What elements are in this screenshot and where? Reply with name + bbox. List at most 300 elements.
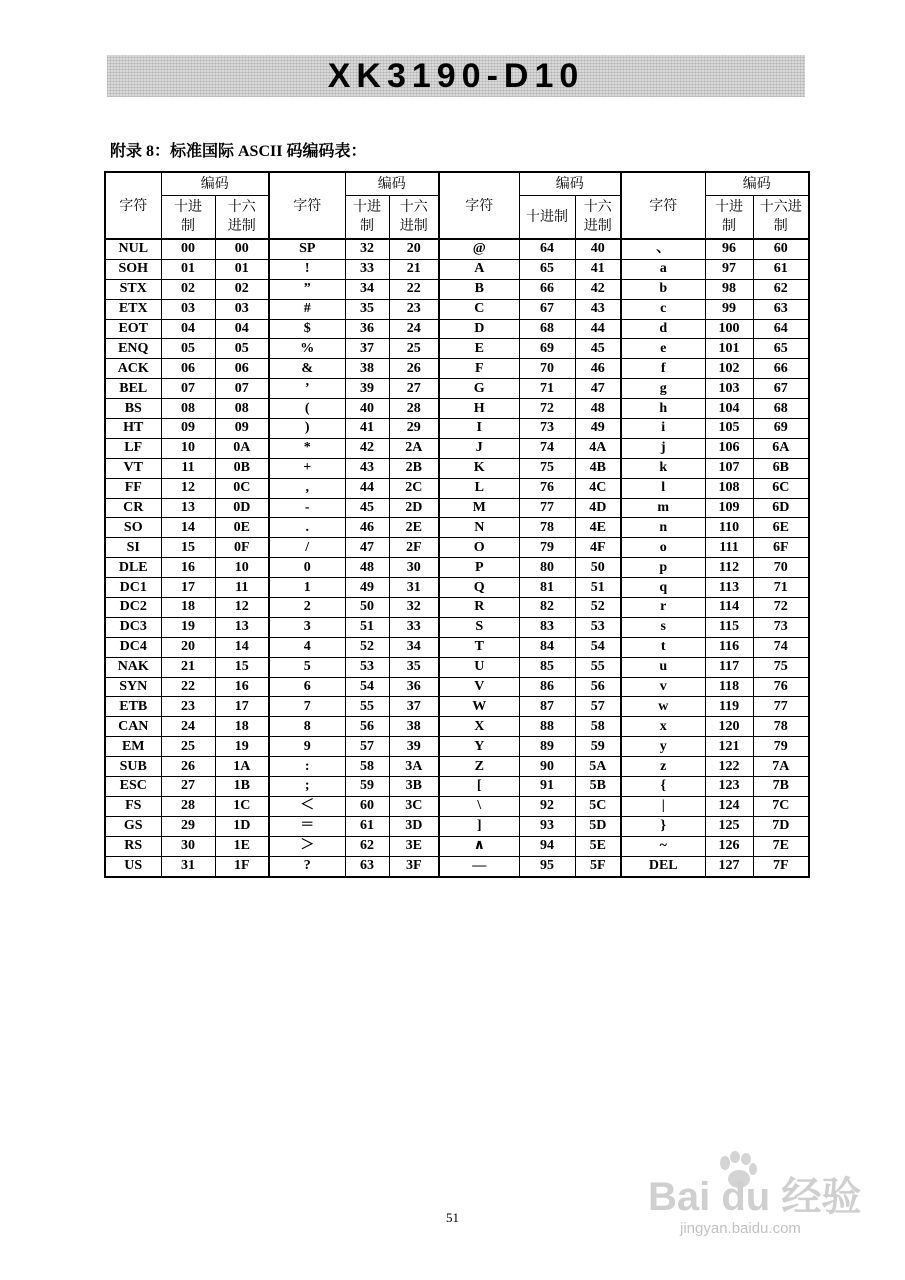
cell-hex-2: 2F [389,538,439,558]
cell-char-3: F [439,359,519,379]
cell-hex-1: 00 [215,239,269,259]
cell-dec-2: 55 [345,697,389,717]
cell-hex-1: 07 [215,379,269,399]
cell-hex-3: 5D [575,816,621,836]
cell-dec-3: 83 [519,617,575,637]
cell-hex-2: 3B [389,777,439,797]
cell-dec-4: 114 [705,598,753,618]
cell-dec-3: 70 [519,359,575,379]
table-row [105,478,809,498]
cell-char-1: FF [105,478,161,498]
table-row [105,777,809,797]
table-row [105,339,809,359]
cell-hex-3: 46 [575,359,621,379]
cell-hex-1: 12 [215,598,269,618]
cell-hex-1: 15 [215,657,269,677]
header-code-1: 编码 [161,172,269,196]
title-band [107,55,805,97]
cell-dec-3: 76 [519,478,575,498]
cell-dec-1: 28 [161,796,215,816]
cell-char-3: E [439,339,519,359]
cell-hex-2: 3A [389,757,439,777]
cell-hex-3: 53 [575,617,621,637]
cell-hex-2: 23 [389,299,439,319]
cell-dec-1: 15 [161,538,215,558]
cell-hex-3: 52 [575,598,621,618]
cell-hex-4: 66 [753,359,809,379]
cell-dec-3: 77 [519,498,575,518]
cell-char-3: N [439,518,519,538]
cell-hex-2: 3E [389,836,439,856]
cell-dec-3: 91 [519,777,575,797]
cell-dec-1: 27 [161,777,215,797]
cell-char-4: x [621,717,705,737]
cell-char-1: HT [105,419,161,439]
cell-dec-4: 106 [705,438,753,458]
cell-dec-2: 41 [345,419,389,439]
cell-dec-3: 84 [519,637,575,657]
cell-hex-3: 44 [575,319,621,339]
cell-hex-2: 29 [389,419,439,439]
cell-dec-3: 85 [519,657,575,677]
cell-char-3: P [439,558,519,578]
cell-char-1: GS [105,816,161,836]
cell-dec-4: 104 [705,399,753,419]
cell-dec-2: 42 [345,438,389,458]
cell-char-1: SYN [105,677,161,697]
cell-char-2: * [269,438,345,458]
cell-dec-1: 26 [161,757,215,777]
cell-hex-2: 2B [389,458,439,478]
cell-char-1: DC4 [105,637,161,657]
cell-dec-2: 38 [345,359,389,379]
cell-hex-1: 06 [215,359,269,379]
cell-hex-2: 32 [389,598,439,618]
cell-char-2: ? [269,856,345,876]
cell-hex-1: 1F [215,856,269,876]
table-row [105,359,809,379]
cell-hex-4: 68 [753,399,809,419]
cell-char-3: ∧ [439,836,519,856]
cell-dec-4: 120 [705,717,753,737]
cell-char-2: ” [269,279,345,299]
cell-hex-4: 7E [753,836,809,856]
cell-hex-3: 41 [575,259,621,279]
table-row [105,538,809,558]
cell-dec-1: 23 [161,697,215,717]
header-hex-1: 十六 进制 [215,196,269,240]
cell-dec-3: 90 [519,757,575,777]
cell-dec-2: 61 [345,816,389,836]
cell-char-2: 4 [269,637,345,657]
cell-char-2: ! [269,259,345,279]
cell-dec-2: 39 [345,379,389,399]
cell-char-2: 1 [269,578,345,598]
cell-hex-4: 7C [753,796,809,816]
cell-char-3: W [439,697,519,717]
cell-dec-4: 97 [705,259,753,279]
cell-char-2: % [269,339,345,359]
cell-dec-1: 21 [161,657,215,677]
cell-dec-1: 25 [161,737,215,757]
table-row [105,438,809,458]
ascii-table-body [105,239,809,877]
table-row [105,259,809,279]
cell-char-3: A [439,259,519,279]
table-row [105,458,809,478]
cell-dec-1: 13 [161,498,215,518]
cell-dec-2: 37 [345,339,389,359]
header-hex-2: 十六 进制 [389,196,439,240]
cell-char-2: ＜ [269,796,345,816]
cell-char-3: J [439,438,519,458]
cell-hex-1: 1B [215,777,269,797]
table-row [105,379,809,399]
cell-char-3: T [439,637,519,657]
cell-char-1: DC3 [105,617,161,637]
cell-hex-2: 39 [389,737,439,757]
cell-dec-1: 17 [161,578,215,598]
cell-dec-3: 74 [519,438,575,458]
cell-hex-1: 11 [215,578,269,598]
cell-char-3: C [439,299,519,319]
cell-hex-1: 02 [215,279,269,299]
cell-hex-2: 3D [389,816,439,836]
cell-char-1: CR [105,498,161,518]
cell-char-4: d [621,319,705,339]
cell-char-1: SOH [105,259,161,279]
cell-char-3: [ [439,777,519,797]
cell-hex-1: 03 [215,299,269,319]
cell-hex-1: 0D [215,498,269,518]
cell-hex-2: 2E [389,518,439,538]
cell-dec-2: 63 [345,856,389,876]
header-char-3: 字符 [439,172,519,239]
cell-dec-3: 68 [519,319,575,339]
cell-char-3: @ [439,239,519,259]
cell-dec-4: 103 [705,379,753,399]
header-dec-1: 十进 制 [161,196,215,240]
cell-hex-3: 56 [575,677,621,697]
header-dec-3: 十进制 [519,196,575,240]
cell-dec-2: 47 [345,538,389,558]
cell-hex-4: 61 [753,259,809,279]
cell-dec-2: 36 [345,319,389,339]
cell-hex-1: 1C [215,796,269,816]
cell-char-1: LF [105,438,161,458]
cell-hex-3: 47 [575,379,621,399]
cell-char-2: ; [269,777,345,797]
cell-char-4: | [621,796,705,816]
cell-char-3: O [439,538,519,558]
cell-dec-4: 123 [705,777,753,797]
cell-hex-4: 64 [753,319,809,339]
cell-char-2: 2 [269,598,345,618]
table-row [105,518,809,538]
cell-dec-1: 05 [161,339,215,359]
cell-hex-2: 25 [389,339,439,359]
cell-char-2: 5 [269,657,345,677]
cell-hex-4: 7B [753,777,809,797]
cell-char-2: . [269,518,345,538]
cell-dec-4: 124 [705,796,753,816]
cell-hex-1: 19 [215,737,269,757]
cell-hex-3: 40 [575,239,621,259]
cell-hex-3: 5C [575,796,621,816]
cell-char-4: w [621,697,705,717]
cell-char-4: m [621,498,705,518]
cell-hex-1: 17 [215,697,269,717]
header-hex-3: 十六 进制 [575,196,621,240]
cell-char-4: k [621,458,705,478]
cell-dec-4: 107 [705,458,753,478]
cell-hex-1: 14 [215,637,269,657]
ascii-table [104,171,810,878]
cell-char-1: STX [105,279,161,299]
cell-hex-4: 79 [753,737,809,757]
cell-char-2: - [269,498,345,518]
cell-char-1: SUB [105,757,161,777]
cell-dec-4: 125 [705,816,753,836]
cell-hex-4: 6A [753,438,809,458]
cell-hex-3: 59 [575,737,621,757]
cell-dec-1: 04 [161,319,215,339]
cell-hex-2: 22 [389,279,439,299]
cell-dec-2: 43 [345,458,389,478]
cell-dec-4: 126 [705,836,753,856]
header-char-2: 字符 [269,172,345,239]
cell-char-1: ENQ [105,339,161,359]
cell-hex-4: 6F [753,538,809,558]
cell-hex-4: 6B [753,458,809,478]
cell-char-1: CAN [105,717,161,737]
cell-char-4: o [621,538,705,558]
cell-char-3: ] [439,816,519,836]
cell-dec-3: 88 [519,717,575,737]
cell-char-1: BEL [105,379,161,399]
cell-dec-2: 45 [345,498,389,518]
cell-dec-2: 34 [345,279,389,299]
cell-dec-1: 30 [161,836,215,856]
cell-hex-3: 5F [575,856,621,876]
cell-char-4: h [621,399,705,419]
cell-hex-1: 05 [215,339,269,359]
table-row [105,836,809,856]
cell-hex-4: 6E [753,518,809,538]
header-dec-2: 十进 制 [345,196,389,240]
cell-dec-3: 73 [519,419,575,439]
table-row [105,578,809,598]
cell-hex-4: 6D [753,498,809,518]
header-dec-4: 十进 制 [705,196,753,240]
cell-hex-3: 51 [575,578,621,598]
cell-hex-3: 48 [575,399,621,419]
cell-dec-3: 69 [519,339,575,359]
header-hex-4: 十六进制 [753,196,809,240]
cell-char-4: c [621,299,705,319]
cell-dec-3: 81 [519,578,575,598]
cell-dec-3: 93 [519,816,575,836]
cell-hex-3: 42 [575,279,621,299]
cell-hex-4: 73 [753,617,809,637]
cell-dec-2: 52 [345,637,389,657]
cell-char-1: DC2 [105,598,161,618]
table-row [105,319,809,339]
cell-char-1: EM [105,737,161,757]
cell-char-1: ESC [105,777,161,797]
cell-char-4: } [621,816,705,836]
cell-dec-2: 49 [345,578,389,598]
cell-hex-3: 4F [575,538,621,558]
cell-dec-1: 12 [161,478,215,498]
cell-hex-4: 77 [753,697,809,717]
table-row [105,757,809,777]
cell-hex-1: 0B [215,458,269,478]
watermark [640,1165,870,1265]
cell-char-3: S [439,617,519,637]
cell-char-4: s [621,617,705,637]
cell-char-1: ETB [105,697,161,717]
cell-hex-3: 43 [575,299,621,319]
cell-hex-4: 67 [753,379,809,399]
cell-dec-2: 35 [345,299,389,319]
cell-hex-4: 70 [753,558,809,578]
cell-char-3: Q [439,578,519,598]
cell-hex-4: 7D [753,816,809,836]
cell-char-1: SI [105,538,161,558]
cell-char-2: ＞ [269,836,345,856]
cell-char-4: 、 [621,239,705,259]
cell-hex-1: 13 [215,617,269,637]
cell-dec-4: 119 [705,697,753,717]
cell-dec-1: 10 [161,438,215,458]
cell-dec-4: 105 [705,419,753,439]
cell-hex-1: 10 [215,558,269,578]
cell-char-1: ACK [105,359,161,379]
cell-hex-2: 3C [389,796,439,816]
cell-dec-1: 09 [161,419,215,439]
cell-char-2: & [269,359,345,379]
cell-hex-4: 6C [753,478,809,498]
cell-hex-2: 28 [389,399,439,419]
cell-dec-3: 80 [519,558,575,578]
cell-dec-3: 86 [519,677,575,697]
table-row [105,816,809,836]
cell-char-4: n [621,518,705,538]
cell-dec-1: 24 [161,717,215,737]
cell-dec-2: 40 [345,399,389,419]
cell-dec-3: 65 [519,259,575,279]
cell-char-3: V [439,677,519,697]
cell-hex-1: 1E [215,836,269,856]
cell-char-4: ~ [621,836,705,856]
cell-char-4: DEL [621,856,705,876]
cell-char-3: Y [439,737,519,757]
cell-dec-1: 06 [161,359,215,379]
cell-char-4: l [621,478,705,498]
cell-hex-1: 0C [215,478,269,498]
cell-hex-2: 30 [389,558,439,578]
cell-dec-3: 92 [519,796,575,816]
cell-char-2: ＝ [269,816,345,836]
cell-hex-2: 27 [389,379,439,399]
cell-char-3: \ [439,796,519,816]
cell-dec-1: 14 [161,518,215,538]
table-row [105,657,809,677]
cell-hex-4: 7A [753,757,809,777]
watermark-logo: Bai du 经验 [648,1175,862,1219]
cell-char-2: : [269,757,345,777]
cell-dec-2: 32 [345,239,389,259]
header-char-4: 字符 [621,172,705,239]
cell-dec-1: 18 [161,598,215,618]
cell-hex-4: 62 [753,279,809,299]
cell-dec-4: 98 [705,279,753,299]
cell-dec-1: 31 [161,856,215,876]
cell-hex-2: 3F [389,856,439,876]
cell-dec-4: 100 [705,319,753,339]
table-row [105,796,809,816]
cell-dec-2: 60 [345,796,389,816]
cell-char-4: j [621,438,705,458]
cell-hex-4: 71 [753,578,809,598]
cell-dec-3: 87 [519,697,575,717]
cell-char-1: US [105,856,161,876]
cell-dec-4: 122 [705,757,753,777]
header-code-3: 编码 [519,172,621,196]
cell-char-1: VT [105,458,161,478]
cell-dec-3: 95 [519,856,575,876]
cell-hex-3: 54 [575,637,621,657]
cell-dec-1: 02 [161,279,215,299]
table-row [105,299,809,319]
cell-hex-3: 4A [575,438,621,458]
watermark-url: jingyan.baidu.com [680,1220,801,1237]
cell-hex-4: 63 [753,299,809,319]
cell-dec-2: 53 [345,657,389,677]
cell-hex-3: 5B [575,777,621,797]
cell-hex-1: 0F [215,538,269,558]
cell-hex-4: 75 [753,657,809,677]
cell-char-1: NUL [105,239,161,259]
cell-char-3: M [439,498,519,518]
cell-dec-3: 67 [519,299,575,319]
cell-dec-4: 99 [705,299,753,319]
table-caption: 附录 8：标准国际 ASCII 码编码表： [110,143,367,160]
cell-hex-3: 49 [575,419,621,439]
cell-char-1: DC1 [105,578,161,598]
cell-hex-3: 55 [575,657,621,677]
cell-dec-2: 54 [345,677,389,697]
cell-dec-4: 115 [705,617,753,637]
cell-hex-3: 57 [575,697,621,717]
cell-char-4: g [621,379,705,399]
cell-hex-4: 72 [753,598,809,618]
cell-char-1: RS [105,836,161,856]
header-code-2: 编码 [345,172,439,196]
cell-char-1: DLE [105,558,161,578]
cell-dec-4: 116 [705,637,753,657]
cell-hex-3: 45 [575,339,621,359]
cell-dec-2: 44 [345,478,389,498]
cell-hex-3: 4B [575,458,621,478]
table-row [105,558,809,578]
cell-char-3: L [439,478,519,498]
cell-char-4: b [621,279,705,299]
cell-char-1: SO [105,518,161,538]
table-row [105,737,809,757]
table-row [105,637,809,657]
